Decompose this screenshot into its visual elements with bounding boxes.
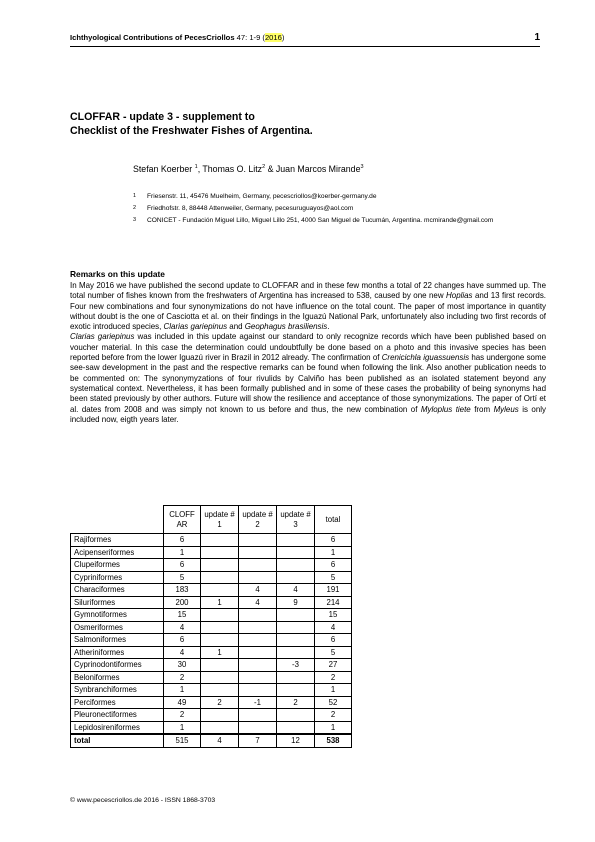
count-cell: 6: [315, 534, 352, 547]
count-cell: [277, 634, 315, 647]
table-row: [71, 696, 352, 709]
count-cell: 4: [201, 734, 239, 747]
table-row: [71, 634, 352, 647]
count-cell: [239, 621, 277, 634]
count-cell: 12: [277, 734, 315, 747]
count-cell: [201, 571, 239, 584]
order-name-cell: Rajiformes: [71, 534, 164, 547]
table-row: [71, 709, 352, 722]
table-row: [71, 671, 352, 684]
count-cell: 214: [315, 596, 352, 609]
table-row: [71, 721, 352, 734]
text-run: .: [327, 322, 330, 332]
affiliation-text: Friesenstr. 11, 45476 Muelheim, Germany, pecescriollos@koerber-germany.de: [147, 193, 377, 200]
count-cell: 52: [315, 696, 352, 709]
count-cell: 6: [315, 559, 352, 572]
count-cell: 2: [201, 696, 239, 709]
author-2: , Thomas O. Litz: [197, 164, 263, 174]
count-cell: 27: [315, 659, 352, 672]
count-cell: [239, 659, 277, 672]
count-cell: [201, 546, 239, 559]
title-line-1: CLOFFAR - update 3 - supplement to: [70, 111, 255, 123]
count-cell: [239, 534, 277, 547]
page-number: 1: [534, 32, 540, 43]
count-cell: 191: [315, 584, 352, 597]
count-cell: [239, 546, 277, 559]
count-cell: 1: [315, 546, 352, 559]
table-total-row: [71, 734, 352, 747]
count-cell: [201, 709, 239, 722]
count-cell: 183: [164, 584, 201, 597]
author-list: [133, 164, 364, 174]
count-cell: [277, 609, 315, 622]
text-run: has undergone some see-saw development in the past and the respective remarks can be found when following the link. Also another publication needs to be commented on: The synonymyzations of four rivulids by Calviño has been published as an isolated statement beyond any systematical context. Nevertheless, it has been formally published and in some of these cases the probability of being synonyms had been stated previously by other authors. Future will show the resilience and acceptance of those synonymizations. The paper of Ortí et al. dates from 2008 and was simply not known to us before and thus, the new combination of: [70, 353, 546, 414]
count-cell: 4: [164, 646, 201, 659]
title-line-2: Checklist of the Freshwater Fishes of Argentina.: [70, 125, 313, 137]
author-1: Stefan Koerber: [133, 164, 195, 174]
count-cell: 4: [239, 596, 277, 609]
count-cell: 4: [239, 584, 277, 597]
count-cell: [239, 559, 277, 572]
count-cell: [277, 534, 315, 547]
count-cell: [239, 571, 277, 584]
count-cell: 2: [315, 709, 352, 722]
count-cell: 4: [315, 621, 352, 634]
count-cell: [201, 671, 239, 684]
table-row: [71, 621, 352, 634]
affiliations: [133, 192, 513, 228]
table-row: [71, 546, 352, 559]
count-cell: [201, 621, 239, 634]
count-cell: 5: [315, 646, 352, 659]
order-name-cell: Perciformes: [71, 696, 164, 709]
table-row: [71, 659, 352, 672]
count-cell: [201, 584, 239, 597]
order-name-cell: Lepidosireniformes: [71, 721, 164, 734]
count-cell: 9: [277, 596, 315, 609]
order-name-cell: Cyprinodontiformes: [71, 659, 164, 672]
count-cell: [201, 659, 239, 672]
count-cell: [201, 721, 239, 734]
order-name-cell: Characiformes: [71, 584, 164, 597]
section-heading: Remarks on this update: [70, 269, 165, 279]
taxon-name: Clarias gariepinus: [70, 332, 135, 342]
order-name-cell: Cypriniformes: [71, 571, 164, 584]
count-cell: 200: [164, 596, 201, 609]
count-cell: [239, 721, 277, 734]
affiliation-text: CONICET - Fundación Miguel Lillo, Miguel Lillo 251, 4000 San Miguel de Tucumán, Argentina. mcmirande@gmail.com: [147, 217, 494, 224]
count-cell: 1: [201, 646, 239, 659]
count-cell: 15: [315, 609, 352, 622]
journal-name: Ichthyological Contributions of PecesCriollos: [70, 33, 235, 42]
paragraph-1: [70, 281, 546, 332]
count-cell: 2: [277, 696, 315, 709]
table-row: [71, 559, 352, 572]
count-cell: 538: [315, 734, 352, 747]
order-name-cell: Gymnotiformes: [71, 609, 164, 622]
text-run: and: [227, 322, 245, 332]
count-cell: 1: [315, 721, 352, 734]
count-cell: [239, 671, 277, 684]
count-cell: [239, 684, 277, 697]
affiliation-item: [133, 204, 513, 213]
count-cell: 4: [277, 584, 315, 597]
count-cell: 6: [164, 534, 201, 547]
header-update-2: update # 2: [239, 506, 277, 534]
text-run: from: [470, 404, 494, 414]
count-cell: 7: [239, 734, 277, 747]
count-cell: 515: [164, 734, 201, 747]
count-cell: [277, 621, 315, 634]
affiliation-item: [133, 192, 513, 201]
order-name-cell: Clupeiformes: [71, 559, 164, 572]
taxon-name: Clarias gariepinus: [163, 322, 228, 332]
count-cell: 5: [164, 571, 201, 584]
affiliation-number: 2: [133, 205, 137, 211]
year-highlight: 2016: [264, 33, 282, 42]
count-cell: 1: [164, 721, 201, 734]
taxon-name: Crenicichla iguassuensis: [381, 353, 470, 363]
taxon-name: Myloplus tiete: [420, 404, 471, 414]
affiliation-text: Friedhofstr. 8, 88448 Attenweiler, Germany, pecesuruguayos@aol.com: [147, 205, 354, 212]
count-cell: [239, 609, 277, 622]
count-cell: 49: [164, 696, 201, 709]
count-cell: 1: [164, 546, 201, 559]
order-name-cell: Beloniformes: [71, 671, 164, 684]
taxon-name: Geophagus brasiliensis: [244, 322, 328, 332]
affiliation-number: 1: [133, 193, 137, 199]
table-row: [71, 609, 352, 622]
text-run: and 13 first records. Four new combinations and four synonymizations do not have influence on the total count. The paper of most importance in quantity without doubt is the one of Casciotta et al. on their findings in the Iguazú National Park, unfortunately also including two first records of exotic introduced species,: [70, 291, 546, 332]
order-name-cell: Salmoniformes: [71, 634, 164, 647]
header-update-3: update # 3: [277, 506, 315, 534]
table-row: [71, 646, 352, 659]
author-2-sup: 2: [262, 164, 266, 171]
count-cell: [277, 571, 315, 584]
count-cell: -3: [277, 659, 315, 672]
table-row: [71, 534, 352, 547]
table-header-row: [71, 506, 352, 534]
affiliation-item: [133, 216, 513, 225]
count-cell: -1: [239, 696, 277, 709]
year-close: ): [281, 33, 285, 42]
count-cell: 6: [164, 559, 201, 572]
count-cell: [239, 709, 277, 722]
header-blank-cell: [71, 506, 164, 534]
count-cell: 6: [164, 634, 201, 647]
species-count-table: [70, 505, 352, 748]
order-name-cell: Acipenseriformes: [71, 546, 164, 559]
count-cell: [201, 609, 239, 622]
count-cell: [239, 646, 277, 659]
count-cell: 6: [315, 634, 352, 647]
remarks-body: [70, 281, 546, 425]
taxon-name: Hoplias: [446, 291, 473, 301]
running-header: [70, 33, 540, 47]
author-1-sup: 1: [194, 164, 198, 171]
order-name-cell: Synbranchiformes: [71, 684, 164, 697]
header-cloffar: CLOFF AR: [164, 506, 201, 534]
order-name-cell: total: [71, 734, 164, 747]
volume-pages: 47: 1-9 (: [234, 33, 265, 42]
count-cell: 2: [164, 709, 201, 722]
count-cell: [201, 684, 239, 697]
header-update-1: update # 1: [201, 506, 239, 534]
order-name-cell: Osmeriformes: [71, 621, 164, 634]
text-run: was included in this update against our standard to only recognize records which have been published based on voucher material. In this case the determination could undoubtfully be done based on a photo and this invasive species has been reported before from the lower Iguazú river in Brazil in 2012 already. The confirmation of: [70, 332, 547, 363]
header-total: total: [315, 506, 352, 534]
order-name-cell: Pleuronectiformes: [71, 709, 164, 722]
page-footer: © www.pecescriollos.de 2016 - ISSN 1868-3703: [70, 797, 216, 804]
count-cell: [201, 634, 239, 647]
order-name-cell: Atheriniformes: [71, 646, 164, 659]
count-cell: 15: [164, 609, 201, 622]
table-row: [71, 584, 352, 597]
count-cell: [277, 646, 315, 659]
table-row: [71, 684, 352, 697]
taxon-name: Myleus: [493, 404, 519, 414]
author-3: & Juan Marcos Mirande: [265, 164, 361, 174]
count-cell: 4: [164, 621, 201, 634]
count-cell: [277, 709, 315, 722]
count-cell: [277, 684, 315, 697]
text-run: In May 2016 we have published the second update to CLOFFAR and in these few months a total of 22 changes have summed up. The total number of fishes known from the freshwaters of Argentina has increased to 538, caused by one new: [70, 281, 546, 301]
author-3-sup: 3: [360, 164, 364, 171]
count-cell: 30: [164, 659, 201, 672]
count-cell: [201, 559, 239, 572]
count-cell: 1: [201, 596, 239, 609]
affiliation-number: 3: [133, 217, 137, 223]
count-cell: 1: [315, 684, 352, 697]
table-row: [71, 571, 352, 584]
count-cell: 2: [164, 671, 201, 684]
table-row: [71, 596, 352, 609]
order-name-cell: Siluriformes: [71, 596, 164, 609]
count-cell: 2: [315, 671, 352, 684]
count-cell: [277, 546, 315, 559]
paragraph-2: [70, 332, 546, 425]
count-cell: 5: [315, 571, 352, 584]
count-cell: [239, 634, 277, 647]
count-cell: [277, 559, 315, 572]
paper-title: [70, 110, 530, 138]
count-cell: 1: [164, 684, 201, 697]
count-cell: [277, 671, 315, 684]
text-run: is only included now, eigth years later.: [70, 404, 546, 424]
count-cell: [277, 721, 315, 734]
count-cell: [201, 534, 239, 547]
